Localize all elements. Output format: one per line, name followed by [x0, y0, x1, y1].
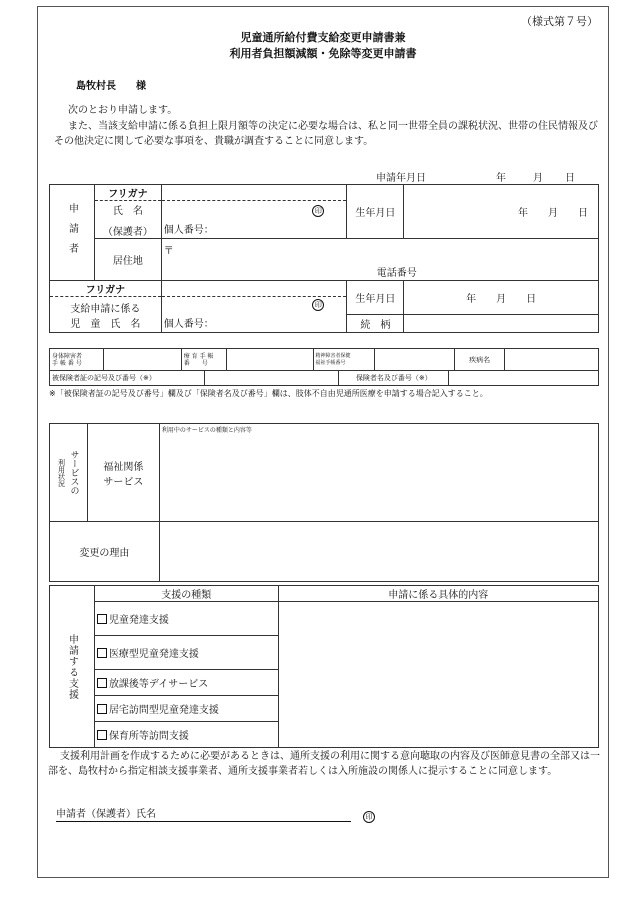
child-dob-label: 生年月日: [347, 281, 404, 315]
support-item-label: 保育所等訪問支援: [108, 731, 189, 742]
applicant-phone-field[interactable]: [161, 263, 598, 281]
child-dob-month-unit: 月: [496, 294, 507, 305]
applicant-table: [49, 184, 599, 333]
application-date-month[interactable]: 月: [533, 173, 543, 184]
signature-seal-mark: 印: [363, 811, 375, 823]
insured-cert-label: 被保険者証の記号及び番号（※）: [50, 371, 205, 386]
support-type-header: 支援の種類: [94, 586, 278, 602]
applicant-my-number-label: 個人番号：: [163, 225, 214, 236]
service-section: [50, 424, 88, 522]
support-item-2[interactable]: [94, 636, 278, 670]
signature-field[interactable]: [56, 805, 351, 822]
support-section-label: 申請する支援: [66, 633, 78, 700]
applicant-address-label: 居住地: [94, 239, 161, 281]
applicant-seal-mark: 印: [312, 205, 324, 217]
disability-cert-line2: 手 帳 番 号: [52, 359, 82, 367]
insurer-label: 保険者名及び番号（※）: [339, 371, 449, 386]
checkbox-icon[interactable]: [97, 614, 107, 624]
child-name-label-line2: 児 童 氏 名: [70, 318, 141, 330]
child-name-label-cell: [50, 297, 162, 333]
signature-label: 申請者（保護者）氏名: [56, 809, 156, 820]
child-my-number-label: 個人番号：: [163, 319, 214, 330]
insured-cert-field[interactable]: [204, 371, 339, 386]
change-reason-label: 変更の理由: [50, 522, 160, 582]
support-item-4[interactable]: [94, 696, 278, 722]
support-item-1[interactable]: [94, 602, 278, 636]
form-number: （様式第７号）: [521, 15, 598, 28]
applicant-dob-field[interactable]: [404, 185, 599, 239]
applicant-name-label: 氏 名: [112, 205, 143, 217]
applicant-furigana-field[interactable]: [161, 185, 347, 201]
service-section-label-b: 利用状況: [57, 458, 66, 487]
dob-year-unit: 年: [518, 208, 528, 219]
support-section: [50, 586, 95, 748]
disability-cert-line1: 身体障害者: [52, 352, 83, 360]
disease-label: 疾病名: [455, 349, 505, 371]
rehab-cert-line1: 療 育 手 帳: [183, 352, 214, 360]
application-date-day[interactable]: 日: [565, 173, 575, 184]
insurance-table: [49, 370, 599, 386]
application-form: [37, 6, 609, 878]
applicant-dob-label: 生年月日: [347, 185, 404, 239]
child-name-field[interactable]: [161, 297, 347, 333]
applicant-phone-label: 電話番号: [376, 267, 417, 279]
applicant-guardian-label: （保護者）: [102, 226, 153, 238]
insurer-field[interactable]: [449, 371, 599, 386]
child-relation-label: 続 柄: [347, 315, 404, 333]
form-title-line2: 利用者負担額減額・免除等変更申請書: [229, 47, 417, 60]
application-date-label: 申請年月日: [376, 173, 426, 184]
intro-line1: 次のとおり申請します。: [68, 105, 178, 116]
postal-mark: 〒: [163, 246, 174, 257]
dob-month-unit: 月: [548, 208, 558, 219]
support-item-label: 医療型児童発達支援: [108, 649, 199, 660]
applicant-name-label-cell: [94, 201, 161, 239]
rehab-cert-label: [181, 349, 226, 371]
support-item-label: 居宅訪問型児童発達支援: [108, 705, 219, 716]
welfare-line2: サービス: [103, 476, 144, 488]
checkbox-icon[interactable]: [97, 730, 107, 740]
current-services-field[interactable]: [159, 424, 598, 522]
child-dob-year-unit: 年: [466, 294, 477, 305]
mental-cert-label: [313, 349, 375, 371]
child-name-label-line1: 支給申請に係る: [70, 303, 141, 315]
checkbox-icon[interactable]: [97, 648, 107, 658]
support-content-field[interactable]: [278, 602, 598, 748]
service-table: [49, 423, 599, 582]
child-furigana-label: フリガナ: [50, 281, 162, 297]
child-furigana-field[interactable]: [161, 281, 347, 297]
applicant-address-field[interactable]: [161, 239, 598, 263]
support-item-label: 児童発達支援: [108, 615, 169, 626]
applicant-section: [50, 185, 95, 281]
dob-day-unit: 日: [578, 208, 588, 219]
welfare-line1: 福祉関係: [103, 461, 144, 473]
child-relation-field[interactable]: [404, 315, 599, 333]
support-content-header: 申請に係る具体的内容: [278, 586, 598, 602]
mental-cert-line1: 精神障害者保健: [315, 352, 351, 359]
consent-text: 支援利用計画を作成するために必要があるときは、通所支援の利用に関する意向聴取の内容及び医師意見書の全部又は一部を、島牧村から指定相談支援事業者、通所支援事業者若しくは入所施設の関係人に提示することに同意します。: [48, 751, 600, 777]
disease-field[interactable]: [505, 349, 599, 371]
certificate-table: [49, 348, 599, 371]
intro-consent: また、当該支給申請に係る負担上限月額等の決定に必要な場合は、私と同一世帯全員の課税状況、世帯の住民情報及びその他決定に関して必要な事項を、貴職が調査することに同意します。: [54, 121, 598, 147]
mental-cert-line2: 福祉手帳番号: [315, 359, 346, 366]
disability-cert-field[interactable]: [103, 349, 181, 371]
support-item-5[interactable]: [94, 722, 278, 748]
welfare-service-label: [87, 424, 159, 522]
child-seal-mark: 印: [312, 299, 324, 311]
child-dob-day-unit: 日: [526, 294, 537, 305]
mental-cert-field[interactable]: [375, 349, 455, 371]
checkbox-icon[interactable]: [97, 704, 107, 714]
child-dob-field[interactable]: [404, 281, 599, 315]
applicant-name-field[interactable]: [161, 201, 347, 239]
applicant-section-label: 申請者: [66, 202, 78, 263]
rehab-cert-line2: 番 号: [183, 359, 208, 367]
checkbox-icon[interactable]: [97, 678, 107, 688]
disability-cert-label: [50, 349, 104, 371]
support-item-label: 放課後等デイサービス: [108, 679, 209, 690]
addressee: 島牧村長 様: [76, 81, 146, 92]
application-date-year[interactable]: 年: [496, 173, 506, 184]
change-reason-field[interactable]: [159, 522, 598, 582]
current-services-label: 利用中のサービスの種類と内容等: [161, 427, 252, 434]
service-section-label-a: サービスの: [68, 450, 79, 495]
support-table: [49, 585, 599, 748]
insurance-note: ※「被保険者証の記号及び番号」欄及び「保険者名及び番号」欄は、肢体不自由児通所医療を申請する場合記入すること。: [49, 389, 488, 398]
support-item-3[interactable]: [94, 670, 278, 696]
applicant-furigana-label: フリガナ: [94, 185, 161, 201]
form-title-line1: 児童通所給付費支給変更申請書兼: [240, 31, 406, 44]
rehab-cert-field[interactable]: [226, 349, 313, 371]
